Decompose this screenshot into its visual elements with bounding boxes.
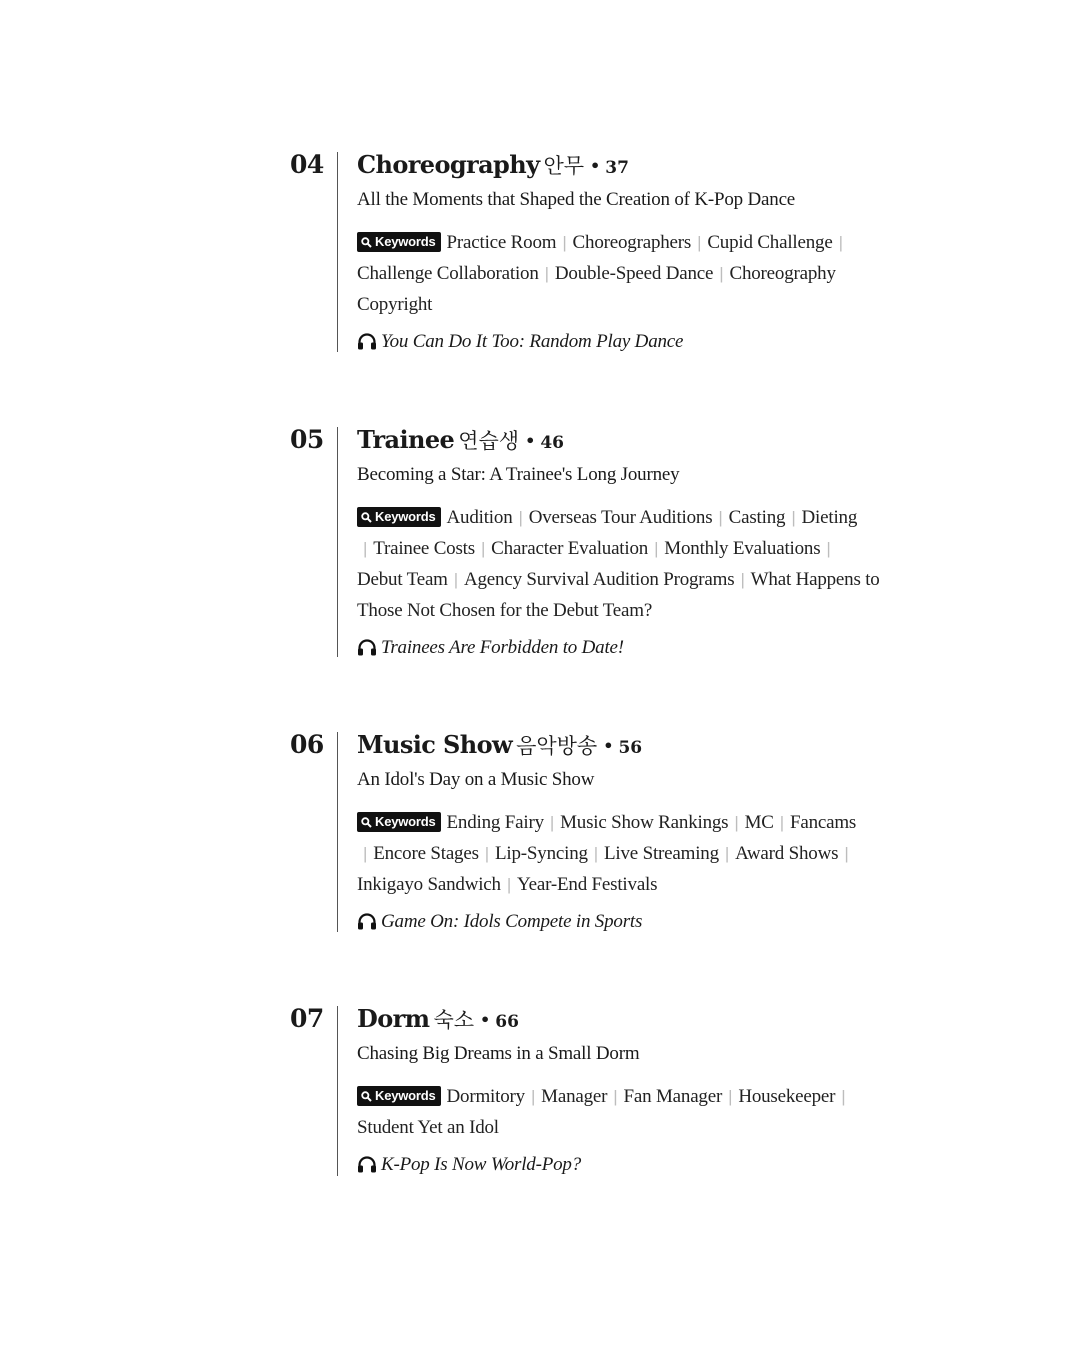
chapter-content: [357, 1004, 887, 1178]
keyword-item: Challenge Collaboration: [357, 263, 539, 284]
chapter-title-korean: 음악방송: [516, 734, 598, 758]
chapter-number: 05: [290, 425, 324, 454]
chapter-number: 04: [290, 150, 324, 179]
keyword-item: Dieting: [801, 507, 858, 528]
keyword-item: Live Streaming: [604, 843, 719, 864]
listen-item[interactable]: [357, 1152, 887, 1178]
keywords-badge-label: Keywords: [375, 1088, 436, 1103]
chapter-number: 07: [290, 1004, 324, 1033]
keywords-badge: [357, 812, 441, 832]
keyword-item: Debut Team: [357, 569, 448, 590]
keywords-badge-label: Keywords: [375, 234, 436, 249]
chapter-title: Choreography: [357, 150, 540, 179]
keyword-item: Dormitory: [446, 1086, 525, 1107]
listen-item[interactable]: [357, 909, 887, 935]
search-icon: [361, 1091, 372, 1102]
chapter-subtitle: All the Moments that Shaped the Creation of K-Pop Dance: [357, 189, 796, 210]
keyword-item: Choreography Copyright: [357, 263, 836, 315]
chapter-divider: [337, 427, 338, 657]
keywords-badge: [357, 232, 441, 252]
bullet-separator: •: [590, 156, 601, 175]
keyword-item: MC: [744, 812, 774, 833]
page-number: 56: [618, 738, 643, 758]
headphones-icon: [357, 638, 377, 656]
keyword-item: Cupid Challenge: [707, 232, 833, 253]
keyword-item: Housekeeper: [738, 1086, 836, 1107]
headphones-icon: [357, 1155, 377, 1173]
headphones-icon: [357, 332, 377, 350]
keyword-item: Student Yet an Idol: [357, 1117, 499, 1138]
headphones-icon: [357, 912, 377, 930]
keywords-badge-label: Keywords: [375, 509, 436, 524]
keyword-item: Monthly Evaluations: [664, 538, 821, 559]
keyword-list: Keywords Audition | Overseas Tour Auditions | Casting | Dieting | Trainee Costs | Character Evaluation | Monthly Evaluations | Debut Team | Agency Survival Audition Programs | What Happens to Those Not Chosen for the Debut Team?: [357, 507, 880, 621]
bullet-separator: •: [603, 736, 614, 755]
search-icon: [361, 512, 372, 523]
keyword-item: Fan Manager: [623, 1086, 723, 1107]
page-number: 66: [495, 1012, 519, 1032]
chapter-content: [357, 425, 887, 661]
chapter-title-korean: 안무: [543, 154, 585, 178]
keyword-item: Fancams: [789, 812, 857, 833]
listen-title: Game On: Idols Compete in Sports: [381, 911, 643, 932]
listen-item[interactable]: [357, 635, 887, 661]
keyword-item: Casting: [728, 507, 786, 528]
keywords-badge: [357, 1086, 441, 1106]
bullet-separator: •: [525, 431, 536, 450]
listen-item[interactable]: [357, 329, 887, 355]
chapter-number: 06: [290, 730, 324, 759]
chapter-divider: [337, 152, 338, 352]
chapter-title: Dorm: [357, 1004, 430, 1033]
keyword-item: Agency Survival Audition Programs: [463, 569, 735, 590]
keyword-item: Trainee Costs: [373, 538, 475, 559]
chapter-content: [357, 730, 887, 935]
keyword-item: Choreographers: [572, 232, 692, 253]
chapter-heading[interactable]: [357, 425, 887, 457]
keyword-item: Inkigayo Sandwich: [357, 874, 501, 895]
keyword-item: Encore Stages: [373, 843, 479, 864]
listen-title: K-Pop Is Now World-Pop?: [381, 1154, 582, 1175]
keyword-list: Keywords Dormitory | Manager | Fan Manager | Housekeeper | Student Yet an Idol: [357, 1086, 846, 1138]
chapter-content: [357, 150, 887, 355]
chapter-title: Music Show: [357, 730, 513, 759]
keyword-item: Manager: [541, 1086, 608, 1107]
keyword-item: Practice Room: [446, 232, 557, 253]
search-icon: [361, 237, 372, 248]
chapter-title: Trainee: [357, 425, 455, 454]
chapter-heading[interactable]: [357, 150, 887, 182]
keyword-item: Double-Speed Dance: [554, 263, 714, 284]
chapter-divider: [337, 1006, 338, 1176]
listen-title: You Can Do It Too: Random Play Dance: [381, 331, 684, 352]
keyword-item: Ending Fairy: [446, 812, 544, 833]
keyword-item: Character Evaluation: [491, 538, 649, 559]
keyword-list: Keywords Practice Room | Choreographers | Cupid Challenge | Challenge Collaboration | Double-Speed Dance | Choreography Copyright: [357, 232, 843, 315]
keywords-badge: [357, 507, 441, 527]
chapter-subtitle: Chasing Big Dreams in a Small Dorm: [357, 1043, 640, 1064]
bullet-separator: •: [480, 1010, 491, 1029]
page-number: 37: [605, 158, 629, 178]
keyword-item: Music Show Rankings: [560, 812, 729, 833]
chapter-title-korean: 숙소: [433, 1008, 475, 1032]
chapter-divider: [337, 732, 338, 932]
keyword-item: Year-End Festivals: [517, 874, 658, 895]
chapter-subtitle: Becoming a Star: A Trainee's Long Journey: [357, 464, 680, 485]
keywords-badge-label: Keywords: [375, 814, 436, 829]
chapter-title-korean: 연습생: [458, 429, 520, 453]
keyword-item: Audition: [446, 507, 513, 528]
keyword-list: Keywords Ending Fairy | Music Show Rankings | MC | Fancams | Encore Stages | Lip-Syncing | Live Streaming | Award Shows | Inkigayo Sandwich | Year-End Festivals: [357, 812, 857, 895]
chapter-subtitle: An Idol's Day on a Music Show: [357, 769, 595, 790]
keyword-item: Award Shows: [735, 843, 839, 864]
chapter-heading[interactable]: [357, 1004, 887, 1036]
search-icon: [361, 817, 372, 828]
chapter-heading[interactable]: [357, 730, 887, 762]
keyword-item: What Happens to Those Not Chosen for the Debut Team?: [357, 569, 880, 621]
keyword-item: Lip-Syncing: [495, 843, 588, 864]
keyword-item: Overseas Tour Auditions: [528, 507, 713, 528]
page-number: 46: [540, 433, 564, 453]
listen-title: Trainees Are Forbidden to Date!: [381, 637, 624, 658]
